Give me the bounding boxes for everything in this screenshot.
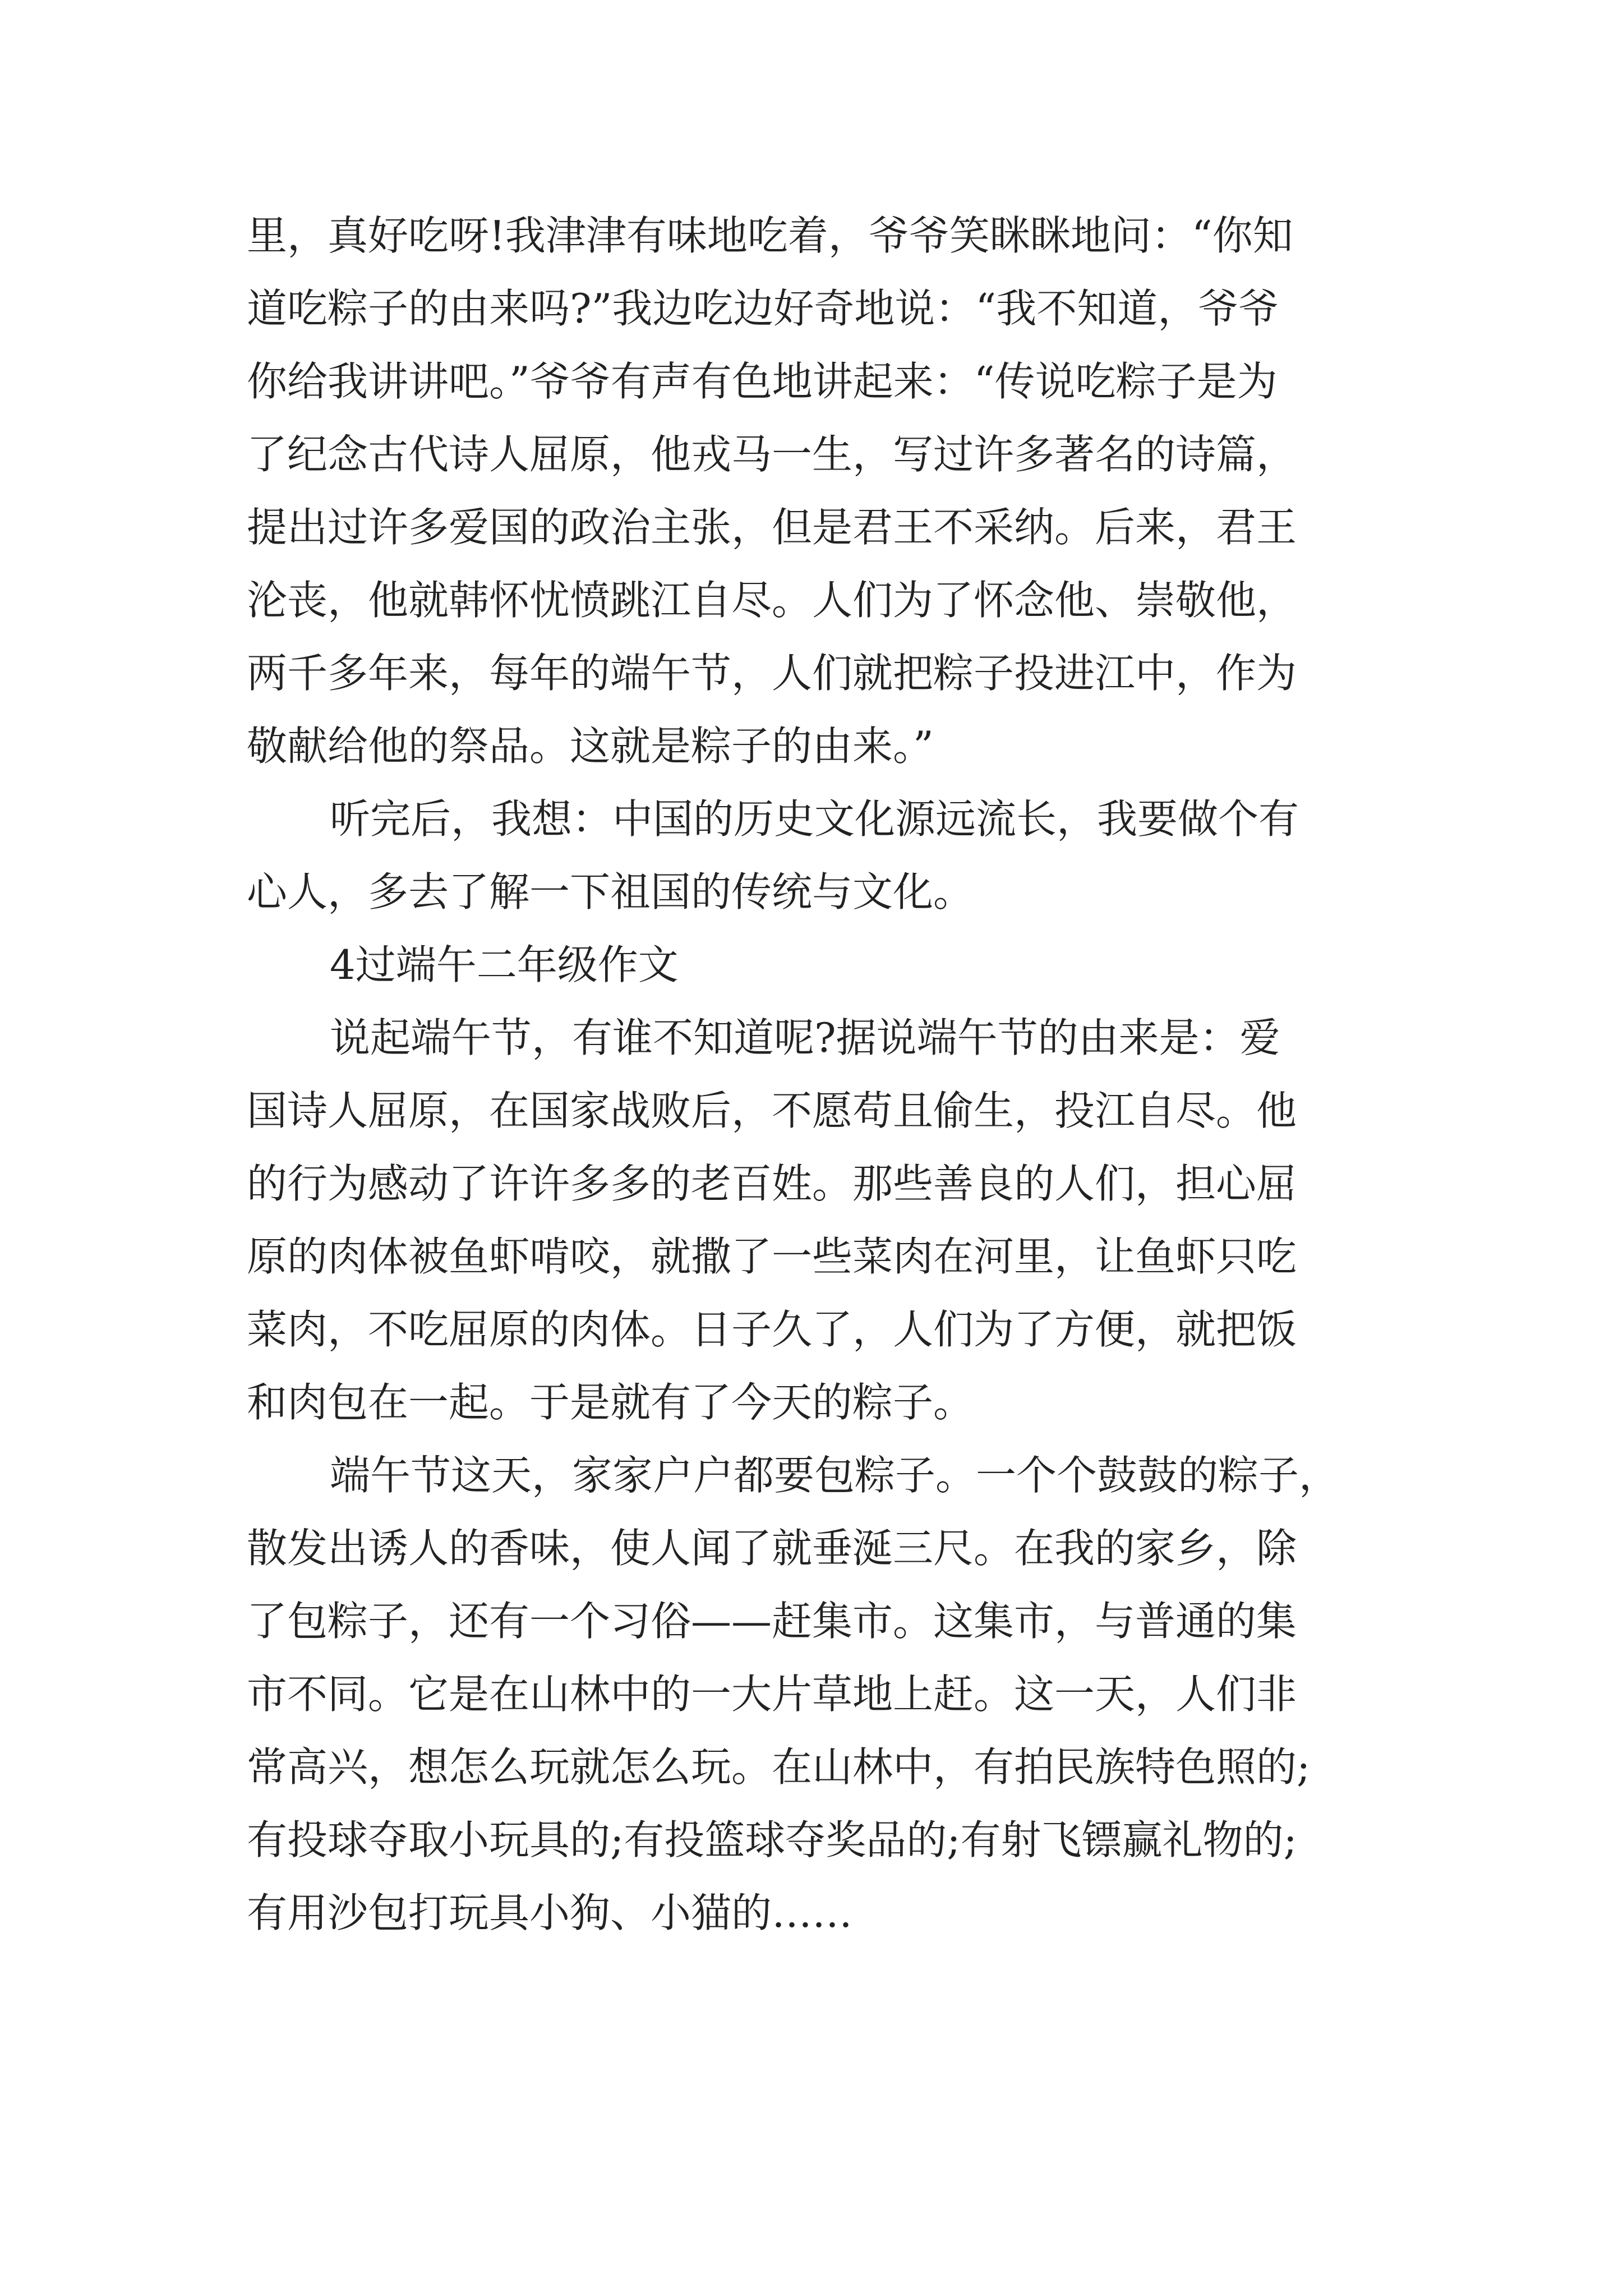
text-line: 沦丧，他就韩怀忧愤跳江自尽。人们为了怀念他、崇敬他， <box>247 577 1297 624</box>
text-line: 菜肉，不吃屈原的肉体。日子久了，人们为了方便，就把饭 <box>247 1306 1297 1353</box>
text-line: 国诗人屈原，在国家战败后，不愿苟且偷生，投江自尽。他 <box>247 1087 1297 1134</box>
text-line: 道吃粽子的由来吗?”我边吃边好奇地说：“我不知道，爷爷 <box>247 285 1279 332</box>
text-line: 里，真好吃呀!我津津有味地吃着，爷爷笑眯眯地问：“你知 <box>247 212 1293 259</box>
section-heading: 4过端午二年级作文 <box>330 941 679 988</box>
text-line: 两千多年来，每年的端午节，人们就把粽子投进江中，作为 <box>247 650 1297 697</box>
text-line: 敬献给他的祭品。这就是粽子的由来。” <box>247 723 934 770</box>
text-line: 你给我讲讲吧。”爷爷有声有色地讲起来：“传说吃粽子是为 <box>247 358 1278 405</box>
text-line: 和肉包在一起。于是就有了今天的粽子。 <box>247 1379 974 1426</box>
text-line: 散发出诱人的香味，使人闻了就垂涎三尺。在我的家乡，除 <box>247 1525 1297 1572</box>
text-line: 听完后，我想：中国的历史文化源远流长，我要做个有 <box>330 795 1299 843</box>
text-line: 提出过许多爱国的政治主张，但是君王不采纳。后来，君王 <box>247 504 1297 551</box>
text-line: 有用沙包打玩具小狗、小猫的…… <box>247 1889 853 1936</box>
text-line: 了纪念古代诗人屈原，他戎马一生，写过许多著名的诗篇， <box>247 431 1297 478</box>
text-line: 原的肉体被鱼虾啃咬，就撒了一些菜肉在河里，让鱼虾只吃 <box>247 1233 1297 1280</box>
text-line: 说起端午节，有谁不知道呢?据说端午节的由来是：爱 <box>330 1014 1280 1061</box>
text-line: 的行为感动了许许多多的老百姓。那些善良的人们，担心屈 <box>247 1160 1297 1207</box>
text-line: 了包粽子，还有一个习俗——赶集市。这集市，与普通的集 <box>247 1598 1297 1645</box>
text-line: 市不同。它是在山林中的一大片草地上赶。这一天，人们非 <box>247 1671 1297 1718</box>
text-line: 端午节这天，家家户户都要包粽子。一个个鼓鼓的粽子， <box>330 1452 1340 1499</box>
text-line: 常高兴，想怎么玩就怎么玩。在山林中，有拍民族特色照的; <box>247 1743 1311 1791</box>
text-line: 有投球夺取小玩具的;有投篮球夺奖品的;有射飞镖赢礼物的; <box>247 1816 1297 1864</box>
text-line: 心人，多去了解一下祖国的传统与文化。 <box>247 868 974 915</box>
